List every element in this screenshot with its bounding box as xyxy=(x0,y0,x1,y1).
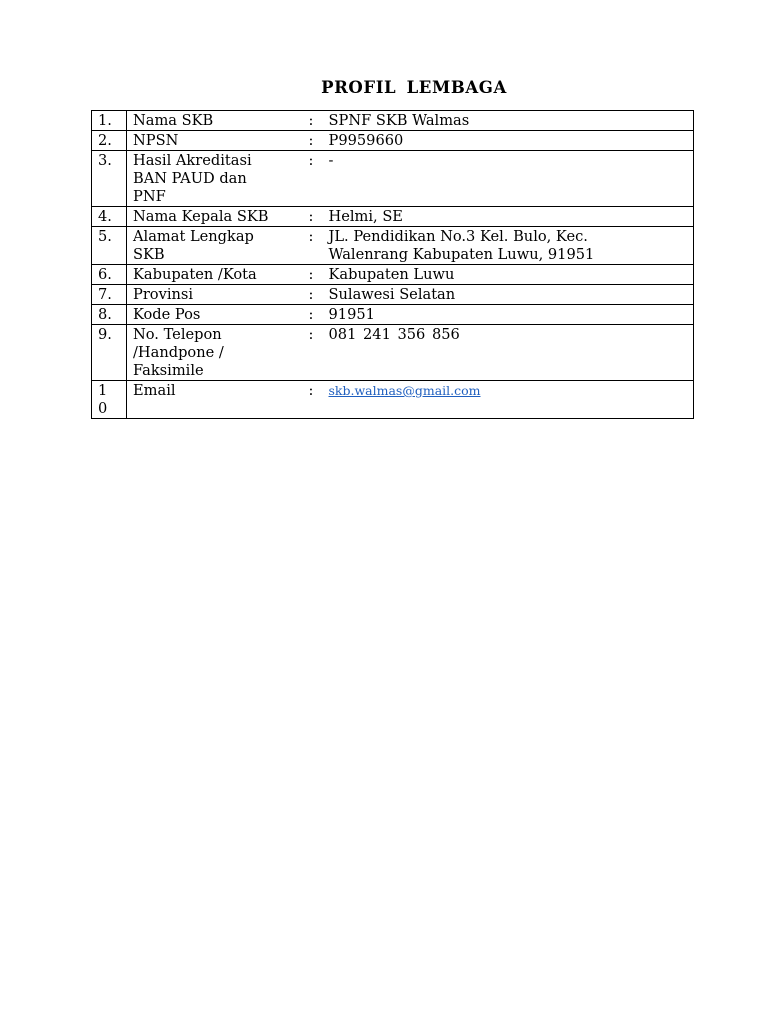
row-label: Kabupaten /Kota xyxy=(127,265,307,285)
row-label: Alamat Lengkap SKB xyxy=(127,227,307,265)
table-row xyxy=(92,305,694,325)
row-label: Hasil Akreditasi BAN PAUD dan PNF xyxy=(127,151,307,207)
row-separator: : xyxy=(307,207,327,227)
row-number: 8. xyxy=(92,305,127,325)
row-number: 4. xyxy=(92,207,127,227)
row-separator: : xyxy=(307,111,327,131)
table-row xyxy=(92,285,694,305)
row-label: Provinsi xyxy=(127,285,307,305)
row-number: 2. xyxy=(92,131,127,151)
row-separator: : xyxy=(307,381,327,419)
row-value: P9959660 xyxy=(327,131,694,151)
row-label: Email xyxy=(127,381,307,419)
email-link[interactable]: skb.walmas@gmail.com xyxy=(328,383,481,398)
row-number: 3. xyxy=(92,151,127,207)
row-label: No. Telepon /Handpone / Faksimile xyxy=(127,325,307,381)
row-number: 6. xyxy=(92,265,127,285)
row-value: Helmi, SE xyxy=(327,207,694,227)
row-value: 081 241 356 856 xyxy=(327,325,694,381)
row-value xyxy=(327,381,694,419)
table-row xyxy=(92,325,694,381)
row-separator: : xyxy=(307,151,327,207)
row-separator: : xyxy=(307,265,327,285)
table-row xyxy=(92,207,694,227)
row-separator: : xyxy=(307,305,327,325)
table-row xyxy=(92,151,694,207)
row-value: Sulawesi Selatan xyxy=(327,285,694,305)
page-title: PROFIL LEMBAGA xyxy=(321,78,507,97)
table-row xyxy=(92,381,694,419)
row-value: 91951 xyxy=(327,305,694,325)
row-number: 5. xyxy=(92,227,127,265)
row-separator: : xyxy=(307,227,327,265)
table-row xyxy=(92,227,694,265)
row-label: Nama SKB xyxy=(127,111,307,131)
row-number: 1. xyxy=(92,111,127,131)
row-number: 7. xyxy=(92,285,127,305)
row-value: Kabupaten Luwu xyxy=(327,265,694,285)
table-row xyxy=(92,265,694,285)
profile-table xyxy=(91,110,694,419)
row-value: JL. Pendidikan No.3 Kel. Bulo, Kec. Walenrang Kabupaten Luwu, 91951 xyxy=(327,227,694,265)
row-value: SPNF SKB Walmas xyxy=(327,111,694,131)
row-separator: : xyxy=(307,325,327,381)
row-separator: : xyxy=(307,285,327,305)
row-label: Nama Kepala SKB xyxy=(127,207,307,227)
row-number: 10 xyxy=(92,381,127,419)
row-number: 9. xyxy=(92,325,127,381)
row-value: - xyxy=(327,151,694,207)
row-separator: : xyxy=(307,131,327,151)
table-row xyxy=(92,111,694,131)
row-label: NPSN xyxy=(127,131,307,151)
row-label: Kode Pos xyxy=(127,305,307,325)
table-row xyxy=(92,131,694,151)
